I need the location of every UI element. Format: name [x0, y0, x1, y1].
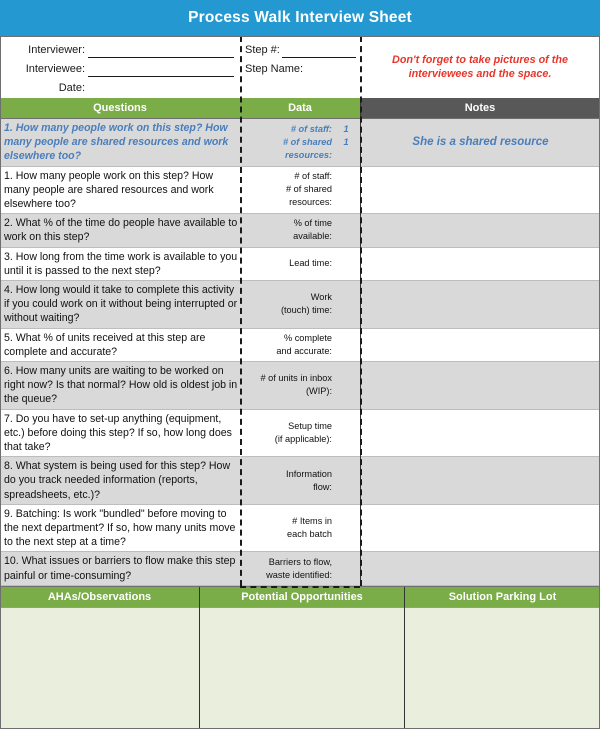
data-field-label: (if applicable):	[274, 433, 332, 444]
question-cell: 6. How many units are waiting to be worked on right now? Is that normal? How old is oldest job in the queue?	[0, 362, 240, 410]
question-cell: 8. What system is being used for this step? How do you track needed information (reports, spreadsheets, etc.)?	[0, 457, 240, 505]
notes-cell[interactable]	[360, 552, 600, 585]
interviewee-row	[0, 58, 240, 77]
table-row	[0, 281, 600, 329]
column-header-questions: Questions	[0, 98, 240, 118]
step-name-input[interactable]	[305, 62, 356, 77]
data-field-value[interactable]	[338, 385, 354, 398]
notes-cell[interactable]	[360, 281, 600, 329]
data-field-value[interactable]	[338, 332, 354, 345]
notes-cell[interactable]	[360, 248, 600, 281]
data-cell[interactable]	[240, 457, 360, 505]
photo-reminder-note: Don't forget to take pictures of the interviewees and the space.	[392, 54, 568, 80]
question-cell: 1. How many people work on this step? How many people are shared resources and work elsewhere too?	[0, 119, 240, 167]
table-row	[0, 362, 600, 410]
data-field-label: # of staff:	[294, 171, 332, 182]
data-field-label: (WIP):	[305, 386, 332, 397]
data-field-value[interactable]: 1	[343, 123, 349, 134]
notes-cell[interactable]: She is a shared resource	[360, 119, 600, 167]
data-cell[interactable]	[240, 552, 360, 585]
interviewer-label: Interviewer:	[28, 44, 85, 56]
data-field-line	[245, 123, 354, 136]
table-row	[0, 329, 600, 362]
data-field-line	[245, 257, 354, 270]
data-cell[interactable]	[240, 410, 360, 458]
interview-question-table	[0, 118, 600, 586]
data-cell[interactable]	[240, 329, 360, 362]
data-field-label: Barriers to flow,	[268, 556, 332, 567]
data-field-line	[245, 170, 354, 183]
page-title: Process Walk Interview Sheet	[188, 9, 412, 26]
table-column-headers	[0, 98, 600, 118]
panel-title-parking-lot: Solution Parking Lot	[405, 587, 600, 607]
column-header-data: Data	[240, 98, 360, 118]
table-row	[0, 552, 600, 585]
question-cell: 7. Do you have to set-up anything (equipment, etc.) before doing this step? If so, how long does that take?	[0, 410, 240, 458]
data-field-line	[245, 183, 354, 196]
panel-ahas-observations	[0, 587, 200, 729]
data-field-value[interactable]	[338, 230, 354, 243]
data-field-line	[245, 385, 354, 398]
data-field-line	[245, 528, 354, 541]
notes-cell[interactable]	[360, 329, 600, 362]
date-input[interactable]	[88, 81, 234, 96]
table-row	[0, 248, 600, 281]
data-field-label: flow:	[313, 481, 332, 492]
step-number-label: Step #:	[245, 44, 280, 56]
data-field-value[interactable]	[338, 304, 354, 317]
table-row	[0, 505, 600, 553]
question-cell: 4. How long would it take to complete this activity if you could work on it without being interrupted or without waiting?	[0, 281, 240, 329]
data-field-label: available:	[293, 231, 332, 242]
notes-cell[interactable]	[360, 167, 600, 215]
data-field-value[interactable]	[338, 345, 354, 358]
data-field-label: Setup time	[288, 420, 332, 431]
data-field-value[interactable]	[338, 149, 354, 162]
data-cell[interactable]	[240, 167, 360, 215]
data-cell[interactable]	[240, 214, 360, 247]
data-field-line	[245, 291, 354, 304]
data-field-label: Information	[286, 468, 332, 479]
question-cell: 5. What % of units received at this step are complete and accurate?	[0, 329, 240, 362]
interview-form-left	[0, 36, 240, 98]
data-field-label: each batch	[287, 529, 332, 540]
data-field-label: # of staff:	[290, 123, 332, 134]
data-field-value[interactable]	[338, 196, 354, 209]
data-cell[interactable]	[240, 362, 360, 410]
data-field-line	[245, 420, 354, 433]
data-field-value[interactable]	[338, 468, 354, 481]
data-field-value[interactable]	[338, 257, 354, 270]
data-field-label: Work	[310, 292, 332, 303]
question-cell: 3. How long from the time work is available to you until it is passed to the next step?	[0, 248, 240, 281]
data-field-value[interactable]	[338, 481, 354, 494]
data-field-line	[245, 569, 354, 582]
data-field-line	[245, 515, 354, 528]
step-name-label: Step Name:	[245, 63, 304, 75]
interviewee-input[interactable]	[88, 62, 234, 77]
table-row	[0, 457, 600, 505]
bottom-panels	[0, 586, 600, 729]
table-row	[0, 214, 600, 247]
data-field-line	[245, 433, 354, 446]
interviewer-input[interactable]	[88, 43, 234, 58]
data-cell[interactable]	[240, 281, 360, 329]
data-field-value[interactable]	[338, 217, 354, 230]
data-field-line	[245, 304, 354, 317]
question-cell: 9. Batching: Is work "bundled" before moving to the next department? If so, how many units move to the next step at a time?	[0, 505, 240, 553]
panel-title-ahas: AHAs/Observations	[0, 587, 199, 607]
data-field-label: waste identified:	[266, 569, 332, 580]
panel-body-parking-lot[interactable]	[405, 607, 600, 729]
data-field-line	[245, 217, 354, 230]
question-cell: 1. How many people work on this step? How many people are shared resources and work elsewhere too?	[0, 167, 240, 215]
data-field-value[interactable]	[338, 291, 354, 304]
interviewee-label: Interviewee:	[25, 63, 85, 75]
data-field-label: resources:	[285, 149, 332, 160]
data-field-line	[245, 372, 354, 385]
notes-cell[interactable]	[360, 457, 600, 505]
notes-cell[interactable]	[360, 214, 600, 247]
date-label: Date:	[58, 82, 85, 94]
sheet-title-bar	[0, 0, 600, 36]
data-field-line	[245, 481, 354, 494]
data-field-label: # Items in	[292, 516, 332, 527]
question-cell: 10. What issues or barriers to flow make this step painful or time-consuming?	[0, 552, 240, 585]
data-field-value[interactable]	[338, 515, 354, 528]
data-field-line	[245, 556, 354, 569]
step-number-input[interactable]	[282, 43, 356, 58]
question-cell: 2. What % of the time do people have available to work on this step?	[0, 214, 240, 247]
data-field-label: % of time	[293, 218, 332, 229]
data-field-line	[245, 136, 354, 149]
panel-solution-parking-lot	[405, 587, 600, 729]
data-field-label: Lead time:	[289, 258, 332, 269]
data-field-value[interactable]	[338, 170, 354, 183]
data-field-value[interactable]	[338, 528, 354, 541]
data-field-label: # of shared	[282, 136, 332, 147]
interviewer-row	[0, 39, 240, 58]
data-field-label: and accurate:	[276, 345, 332, 356]
data-field-value[interactable]	[338, 569, 354, 582]
data-field-value[interactable]	[338, 556, 354, 569]
interview-form-middle	[240, 36, 360, 98]
data-field-label: % complete	[283, 332, 332, 343]
data-field-label: resources:	[289, 197, 332, 208]
data-field-label: (touch) time:	[280, 305, 332, 316]
step-number-row	[242, 39, 360, 58]
date-row	[0, 77, 240, 96]
data-field-line	[245, 468, 354, 481]
data-field-value[interactable]	[338, 183, 354, 196]
column-header-notes: Notes	[360, 98, 600, 118]
table-row	[0, 410, 600, 458]
table-row	[0, 167, 600, 215]
data-cell[interactable]	[240, 119, 360, 167]
data-field-line	[245, 230, 354, 243]
data-field-value[interactable]: 1	[343, 136, 349, 147]
table-row	[0, 119, 600, 167]
panel-title-opportunities: Potential Opportunities	[200, 587, 404, 607]
notes-cell[interactable]	[360, 410, 600, 458]
panel-potential-opportunities	[200, 587, 405, 729]
interview-form-band	[0, 36, 600, 98]
data-field-line	[245, 149, 354, 162]
reminder-note-area	[360, 36, 600, 98]
data-field-line	[245, 332, 354, 345]
panel-body-ahas[interactable]	[0, 607, 199, 729]
data-field-value[interactable]	[338, 420, 354, 433]
panel-body-opportunities[interactable]	[200, 607, 404, 729]
data-field-value[interactable]	[338, 372, 354, 385]
step-name-row	[242, 58, 360, 77]
data-cell[interactable]	[240, 248, 360, 281]
data-field-line	[245, 196, 354, 209]
data-field-value[interactable]	[338, 433, 354, 446]
data-field-line	[245, 345, 354, 358]
notes-cell[interactable]	[360, 505, 600, 553]
data-cell[interactable]	[240, 505, 360, 553]
notes-cell[interactable]	[360, 362, 600, 410]
data-field-label: # of shared	[286, 184, 332, 195]
data-field-label: # of units in inbox	[260, 373, 332, 384]
